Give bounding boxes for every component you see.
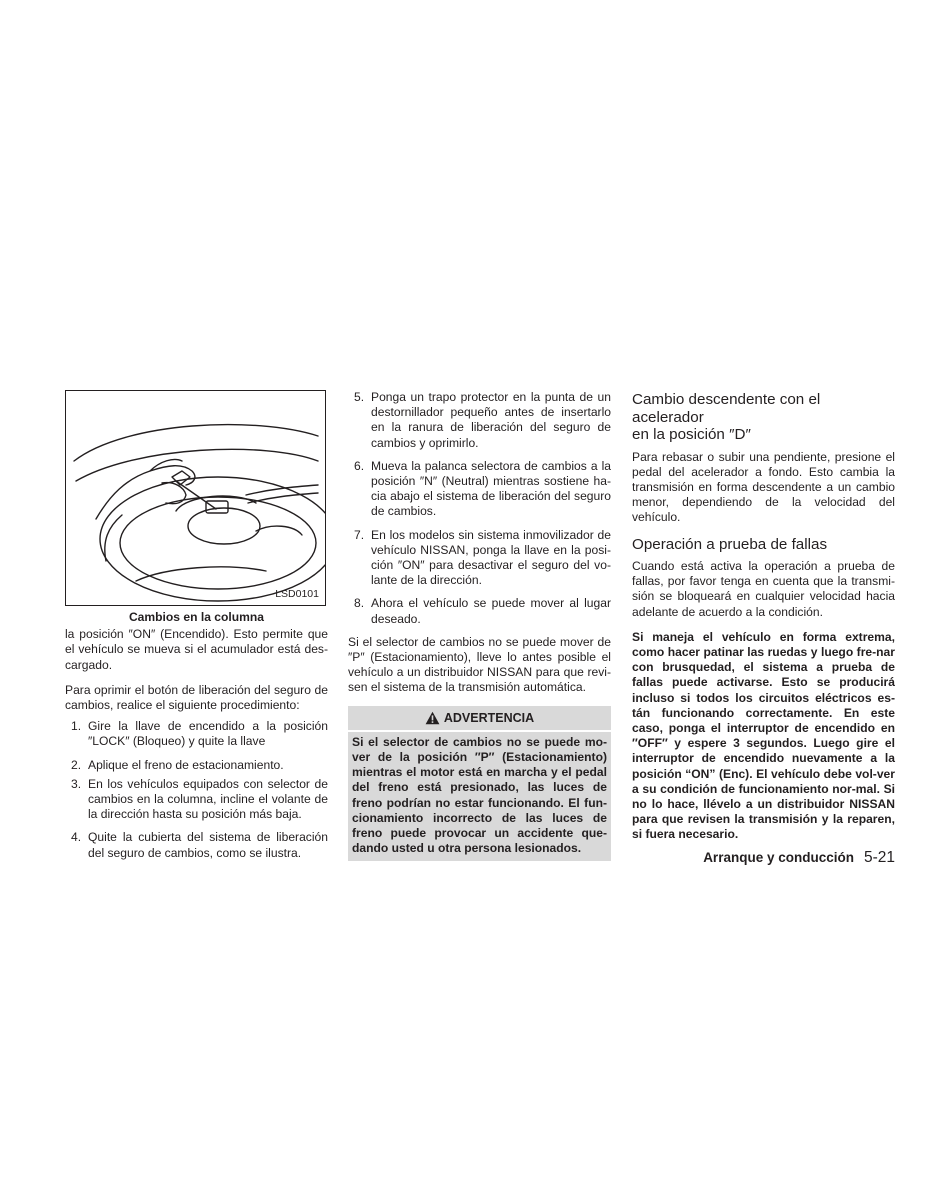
column-1 [65, 390, 328, 869]
list-number: 1. [71, 719, 82, 734]
list-text: Quite la cubierta del sistema de liberación del seguro de cambios, como se ilustra. [88, 830, 328, 860]
paragraph: Cuando está activa la operación a prueba de fallas, por favor tenga en cuenta que la transmi-sión se bloqueará en cualquier velocidad hacia adelante de acuerdo a la condición. [632, 559, 895, 619]
warning-divider [348, 730, 611, 732]
column-2 [348, 390, 611, 861]
paragraph: Para oprimir el botón de liberación del seguro de cambios, realice el siguiente procedimiento: [65, 682, 328, 713]
section-heading: Operación a prueba de fallas [632, 535, 828, 553]
warning-title: ADVERTENCIA [443, 710, 535, 725]
list-item [65, 830, 328, 860]
list-item [348, 459, 611, 520]
list-text: En los vehículos equipados con selector de cambios en la columna, incline el volante de la dirección hasta su posición más baja. [88, 776, 328, 822]
list-item [348, 390, 611, 451]
list-number: 7. [354, 527, 365, 542]
list-item [65, 758, 328, 773]
paragraph: Para rebasar o subir una pendiente, presione el pedal del acelerador a fondo. Esto cambia la transmisión en forma descendente a un cambio menor, dependiendo de la velocidad del vehículo. [632, 449, 895, 525]
footer-section-title: Arranque y conducción [703, 850, 854, 865]
list-text: Aplique el freno de estacionamiento. [88, 757, 284, 772]
figure-steering-column [65, 390, 326, 606]
heading-line: acelerador [632, 408, 704, 426]
heading-line: Cambio descendente con el [632, 391, 821, 408]
page-number: 5-21 [863, 849, 895, 866]
figure-caption: Cambios en la columna [128, 610, 265, 624]
list-text: Mueva la palanca selectora de cambios a la posición ″N″ (Neutral) mientras sostiene ha-cia abajo el sistema de liberación del seguro de cambios. [371, 458, 611, 519]
heading-line: en la posición ″D″ [632, 426, 751, 443]
steering-column-illustration [66, 391, 325, 605]
warning-box [348, 706, 611, 862]
procedure-list [65, 719, 328, 861]
list-item [348, 596, 611, 626]
list-item [65, 719, 328, 749]
list-text: En los modelos sin sistema inmovilizador de vehículo NISSAN, ponga la llave en la posi-ción ″ON″ para desactivar el seguro del vo-lante de la dirección. [371, 527, 611, 588]
list-text: Ahora el vehículo se puede mover al lugar deseado. [371, 596, 611, 626]
procedure-list-continued [348, 390, 611, 627]
list-item [65, 777, 328, 823]
column-3 [632, 390, 895, 853]
figure-code: LSD0101 [275, 587, 319, 600]
section-heading [632, 391, 895, 444]
list-text: Gire la llave de encendido a la posición ″LOCK″ (Bloqueo) y quite la llave [88, 719, 328, 749]
paragraph: Si el selector de cambios no se puede mover de ″P″ (Estacionamiento), lleve lo antes posible el vehículo a un distribuidor NISSAN para que revi-sen el sistema de la transmisión automática. [348, 634, 611, 695]
list-number: 5. [354, 390, 365, 404]
warning-text: Si el selector de cambios no se puede mo-ver de la posición ″P″ (Estacionamiento) mientras el motor está en marcha y el pedal del freno está presionado, las luces de freno podrían no estar funcionando. El fun-cionamiento incorrecto de las luces de freno puede provocar un accidente que-dando usted u otra persona lesionados. [352, 734, 607, 856]
list-text: Ponga un trapo protector en la punta de un destornillador pequeño antes de insertarlo en la ranura de liberación del seguro de cambios y oprimirlo. [371, 390, 611, 450]
warning-triangle-icon [425, 711, 440, 725]
list-number: 6. [354, 458, 365, 473]
list-number: 2. [71, 757, 82, 772]
list-number: 4. [71, 830, 82, 845]
paragraph: la posición ″ON″ (Encendido). Esto permite que el vehículo se mueva si el acumulador está des-cargado. [65, 627, 328, 672]
page-footer [700, 849, 895, 867]
list-item [348, 528, 611, 589]
warning-header [352, 706, 607, 730]
list-number: 8. [354, 596, 365, 611]
bold-paragraph: Si maneja el vehículo en forma extrema, como hacer patinar las ruedas y luego fre-nar con brusquedad, el sistema a prueba de fallas puede activarse. Esto se producirá incluso si todos los circuitos eléctricos es-tán funcionando correctamente. En este caso, ponga el interruptor de encendido en ″OFF″ y espere 3 segundos. Luego gire el interruptor de encendido nuevamente a la posición “ON” (Enc). El vehículo debe vol-ver a su condición de funcionamiento nor-mal. Si no lo hace, llévelo a un distribuidor NISSAN para que revisen la transmisión y la reparen, si fuera necesario. [632, 629, 895, 842]
list-number: 3. [71, 776, 82, 791]
